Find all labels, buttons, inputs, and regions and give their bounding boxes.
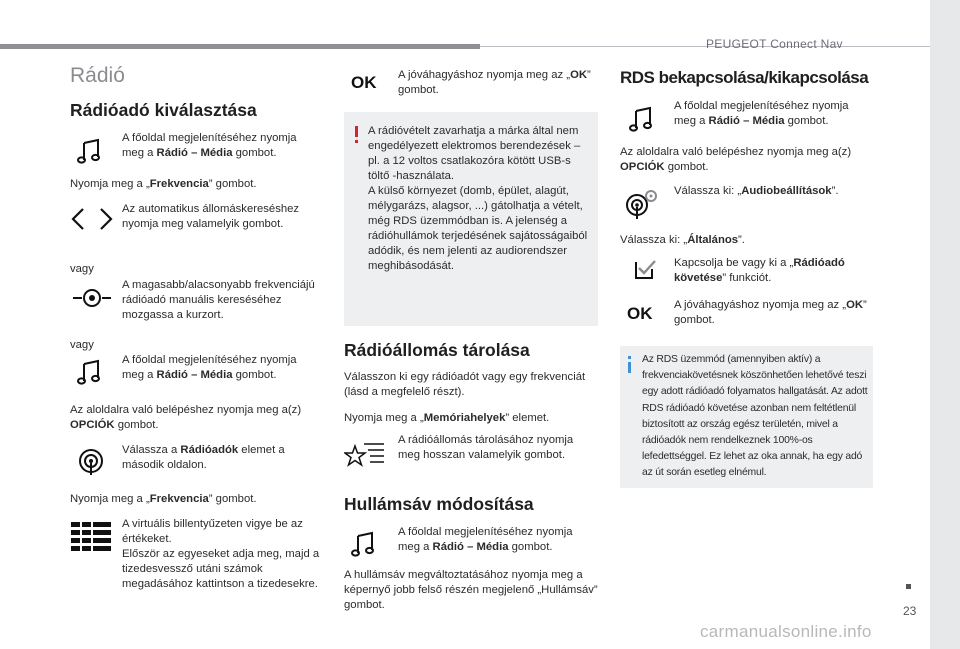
- step-open-radio-media: A főoldal megjelenítéséhez nyomja meg a Rádió – Média gombot.: [122, 132, 297, 159]
- checkbox-icon: [634, 258, 656, 280]
- music-note-icon: [77, 138, 103, 164]
- warning-text: A rádióvételt zavarhatja a márka által nem engedélyezett elektromos berendezések – pl. a 12 voltos csatlakozóra kötött USB-s töltő -használata. A külső környezet (domb, épület, alagút, mélygarázs, alagsor, ...) gátolhatja a vételt, még RDS üzemmódban is. A jelenség a rádióhullámok terjedésének sajátosságaiból adódik, és nem jelenti az audiorendszer meghibásodását.: [368, 125, 588, 272]
- step-confirm-ok: A jóváhagyáshoz nyomja meg az „OK” gombot.: [398, 69, 591, 96]
- step-open-radio-media-3: A főoldal megjelenítéséhez nyomja meg a Rádió – Média gombot.: [398, 526, 573, 553]
- step-press-frequency: Nyomja meg a „Frekvencia” gombot.: [70, 178, 257, 190]
- tuning-cursor-icon: [72, 285, 112, 311]
- chevron-left-icon: [70, 207, 86, 231]
- watermark: carmanualsonline.info: [700, 622, 872, 641]
- step-virtual-keypad: A virtuális billentyűzeten vigye be az értékeket. Először az egyeseket adja meg, majd a tizedesvessző utáni számok megadásához kattintson a tizedesekre.: [122, 518, 320, 590]
- heading-rds: RDS bekapcsolása/kikapcsolása: [620, 68, 869, 87]
- continuation-mark: [906, 584, 911, 589]
- step-rds-open-radio-media: A főoldal megjelenítéséhez nyomja meg a Rádió – Média gombot.: [674, 100, 849, 127]
- step-change-band: A hullámsáv megváltoztatásához nyomja meg a képernyő jobb felső részén megjelenő „Hullámsáv” gombot.: [344, 569, 598, 611]
- step-open-radio-media-2: A főoldal megjelenítéséhez nyomja meg a Rádió – Média gombot.: [122, 354, 297, 381]
- info-icon: [628, 362, 631, 373]
- chevron-right-icon: [98, 207, 114, 231]
- keypad-icon: [71, 522, 111, 552]
- info-text: Az RDS üzemmód (amennyiben aktív) a frekvenciakövetésnek köszönhetően lehetővé teszi egy adott rádióadó folyamatos hallgatását. Az adott RDS rádióadó követése azonban nem feltétlenül biztosított az ország egész területén, mivel a rádióadók nem rendelkeznek 100%-os lefedettséggel. Ez lehet az oka annak, ha egy adó az út során esetleg elnémul.: [642, 354, 868, 479]
- page-number: 23: [903, 604, 917, 618]
- step-auto-search: Az automatikus állomáskereséshez nyomja meg valamelyik gombot.: [122, 203, 300, 230]
- heading-radio-select: Rádióadó kiválasztása: [70, 100, 257, 120]
- step-toggle-follow: Kapcsolja be vagy ki a „Rádióadó követése” funkciót.: [674, 257, 845, 284]
- music-note-icon: [77, 359, 103, 385]
- ok-icon: OK: [351, 73, 377, 92]
- or-separator: vagy: [70, 339, 94, 351]
- step-select-station: Válasszon ki egy rádióadót vagy egy frekvenciát (lásd a megfelelő részt).: [344, 371, 586, 398]
- music-note-icon: [351, 531, 377, 557]
- step-select-stations: Válassza a Rádióadók elemet a második oldalon.: [122, 444, 285, 471]
- step-press-frequency-2: Nyomja meg a „Frekvencia” gombot.: [70, 493, 257, 505]
- step-manual-search: A magasabb/alacsonyabb frekvenciájú rádióadó manuális kereséséhez mozgassa a kurzort.: [122, 279, 315, 321]
- step-general: Válassza ki: „Általános”.: [620, 234, 745, 246]
- ok-icon: OK: [627, 304, 653, 323]
- heading-store-station: Rádióállomás tárolása: [344, 340, 530, 360]
- music-note-icon: [629, 106, 655, 132]
- page-edge-band: [930, 0, 960, 649]
- step-long-press: A rádióállomás tárolásához nyomja meg hosszan valamelyik gombot.: [398, 434, 574, 461]
- step-rds-options: Az aloldalra való belépéshez nyomja meg a(z) OPCIÓK gombot.: [620, 146, 852, 173]
- info-icon-dot: [628, 356, 631, 359]
- heading-change-band: Hullámsáv módosítása: [344, 494, 534, 514]
- section-title: Rádió: [70, 64, 125, 87]
- step-audio-settings: Válassza ki: „Audiobeállítások”.: [674, 185, 839, 197]
- radio-antenna-icon: [78, 448, 104, 476]
- step-options: Az aloldalra való belépéshez nyomja meg a(z) OPCIÓK gombot.: [70, 404, 302, 431]
- warning-icon: [355, 126, 358, 137]
- step-press-presets: Nyomja meg a „Memóriahelyek” elemet.: [344, 412, 550, 424]
- or-separator: vagy: [70, 263, 94, 275]
- star-presets-icon: [344, 438, 386, 470]
- radio-settings-icon: [624, 188, 660, 220]
- running-header: PEUGEOT Connect Nav: [706, 37, 843, 51]
- warning-icon-dot: [355, 140, 358, 143]
- header-rule-light: [480, 46, 930, 47]
- step-rds-confirm-ok: A jóváhagyáshoz nyomja meg az „OK” gombot.: [674, 299, 867, 326]
- header-rule-dark: [0, 44, 480, 49]
